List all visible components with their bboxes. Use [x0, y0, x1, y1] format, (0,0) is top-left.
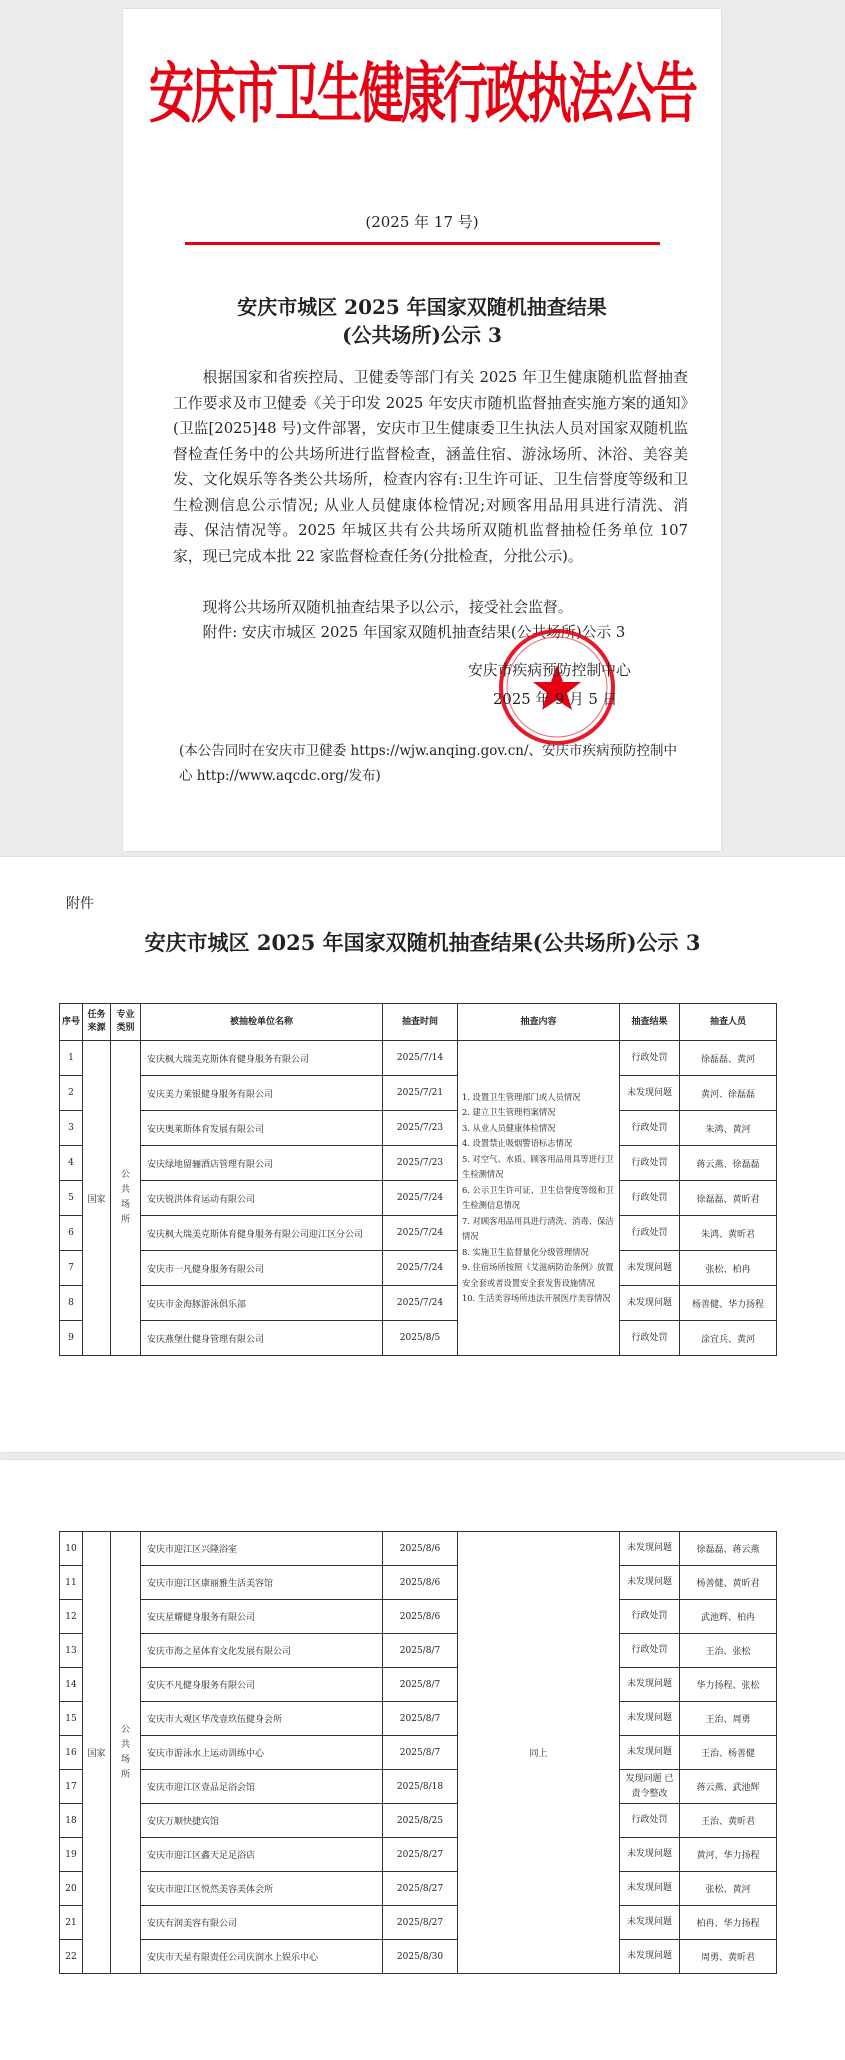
unit-name: 安庆市迎江区兴隆浴室	[141, 1532, 383, 1566]
specialty-category: 公共场所	[111, 1532, 141, 1974]
unit-name: 安庆市迎江区鑫天足足浴店	[141, 1838, 383, 1872]
content-item: 2. 建立卫生管理档案情况	[462, 1107, 556, 1117]
inspectors: 徐磊磊、蒋云燕	[680, 1532, 777, 1566]
inspection-result: 行政处罚	[620, 1146, 680, 1181]
row-no: 5	[60, 1181, 83, 1216]
row-no: 8	[60, 1286, 83, 1321]
table-row	[60, 1872, 777, 1906]
inspection-result: 未发现问题	[620, 1906, 680, 1940]
inspection-result: 未发现问题	[620, 1838, 680, 1872]
table-header-row	[60, 1004, 777, 1041]
unit-name: 安庆不凡健身服务有限公司	[141, 1668, 383, 1702]
table-row	[60, 1634, 777, 1668]
inspection-date: 2025/8/7	[383, 1634, 458, 1668]
attachment-title: 安庆市城区 2025 年国家双随机抽查结果(公共场所)公示 3	[144, 930, 701, 955]
unit-name: 安庆美力莱银健身服务有限公司	[141, 1076, 383, 1111]
results-table-part1	[59, 1003, 777, 1356]
table-row	[60, 1940, 777, 1974]
row-no: 12	[60, 1600, 83, 1634]
unit-name: 安庆市海之星体育文化发展有限公司	[141, 1634, 383, 1668]
inspectors: 黄河、徐磊磊	[680, 1076, 777, 1111]
inspection-result: 行政处罚	[620, 1804, 680, 1838]
inspectors: 王治、周勇	[680, 1702, 777, 1736]
inspectors: 杨善健、华力扬程	[680, 1286, 777, 1321]
inspection-date: 2025/8/6	[383, 1532, 458, 1566]
inspection-result: 未发现问题	[620, 1532, 680, 1566]
unit-name: 安庆市游泳水上运动训练中心	[141, 1736, 383, 1770]
table-row	[60, 1668, 777, 1702]
content-item: 6. 公示卫生许可证、卫生信誉度等级和卫生检测信息情况	[462, 1184, 614, 1210]
content-item: 5. 对空气、水质、顾客用品用具等进行卫生检测情况	[462, 1153, 614, 1179]
inspection-result: 行政处罚	[620, 1111, 680, 1146]
table-row	[60, 1600, 777, 1634]
unit-name: 安庆锐洪体育运动有限公司	[141, 1181, 383, 1216]
inspection-date: 2025/8/27	[383, 1872, 458, 1906]
row-no: 17	[60, 1770, 83, 1804]
publication-note: (本公告同时在安庆市卫健委 https://wjw.anqing.gov.cn/、安庆市疾病预防控制中心 http://www.aqcdc.org/发布)	[179, 743, 678, 784]
row-no: 20	[60, 1872, 83, 1906]
row-no: 21	[60, 1906, 83, 1940]
inspection-result: 未发现问题	[620, 1668, 680, 1702]
unit-name: 安庆市迎江区壹品足浴会馆	[141, 1770, 383, 1804]
content-item: 9. 住宿场所按照《艾滋病防治条例》放置安全套或者设置安全套发售设施情况	[462, 1262, 614, 1288]
content-item: 8. 实施卫生监督量化分级管理情况	[462, 1246, 589, 1257]
notice-date: 2025 年 9 月 5 日	[493, 691, 618, 708]
header-staff: 抽查人员	[680, 1004, 777, 1041]
row-no: 22	[60, 1940, 83, 1974]
row-no: 14	[60, 1668, 83, 1702]
inspectors: 华力扬程、张松	[680, 1668, 777, 1702]
inspection-result: 行政处罚	[620, 1321, 680, 1356]
inspectors: 蒋云燕、徐磊磊	[680, 1146, 777, 1181]
inspection-date: 2025/8/7	[383, 1668, 458, 1702]
unit-name: 安庆枫大瑞美克斯体育健身服务有限公司	[141, 1041, 383, 1076]
inspection-date: 2025/8/30	[383, 1940, 458, 1974]
inspection-content: 同上	[458, 1532, 620, 1974]
inspectors: 朱鸿、黄昕君	[680, 1216, 777, 1251]
inspection-result: 未发现问题	[620, 1076, 680, 1111]
table-row	[60, 1146, 777, 1181]
inspection-result: 未发现问题	[620, 1702, 680, 1736]
content-item: 7. 对顾客用品用具进行清洗、消毒、保洁情况	[462, 1215, 614, 1241]
table-row	[60, 1804, 777, 1838]
unit-name: 安庆市迎江区康丽雅生活美容馆	[141, 1566, 383, 1600]
notice-page	[123, 9, 721, 851]
table-row	[60, 1251, 777, 1286]
inspection-result: 行政处罚	[620, 1181, 680, 1216]
notice-title-line1: 安庆市城区 2025 年国家双随机抽查结果	[237, 295, 607, 319]
unit-name: 安庆绿地留骊酒店管理有限公司	[141, 1146, 383, 1181]
content-item: 1. 设置卫生管理部门或人员情况	[462, 1091, 581, 1102]
inspection-result: 未发现问题	[620, 1872, 680, 1906]
content-item: 3. 从业人员健康体检情况	[462, 1122, 556, 1133]
inspection-date: 2025/8/7	[383, 1736, 458, 1770]
unit-name: 安庆奥莱斯体育发展有限公司	[141, 1111, 383, 1146]
red-divider	[185, 242, 660, 245]
attachment-label: 附件	[66, 895, 94, 911]
table-row	[60, 1566, 777, 1600]
table-row	[60, 1736, 777, 1770]
unit-name: 安庆市金海豚游泳俱乐部	[141, 1286, 383, 1321]
unit-name: 安庆市大观区华茂壹玖伍健身会所	[141, 1702, 383, 1736]
notice-title-line2: (公共场所)公示 3	[342, 323, 502, 347]
header-date: 抽查时间	[383, 1004, 458, 1041]
unit-name: 安庆市天星有限责任公司庆润水上娱乐中心	[141, 1940, 383, 1974]
row-no: 15	[60, 1702, 83, 1736]
inspectors: 朱鸿、黄河	[680, 1111, 777, 1146]
notice-header: 安庆市卫生健康行政执法公告	[148, 54, 695, 132]
header-result: 抽查结果	[620, 1004, 680, 1041]
inspection-date: 2025/8/6	[383, 1566, 458, 1600]
unit-name: 安庆市迎江区悦然美容美体会所	[141, 1872, 383, 1906]
inspection-date: 2025/8/5	[383, 1321, 458, 1356]
header-no: 序号	[60, 1004, 83, 1041]
inspection-result: 行政处罚	[620, 1216, 680, 1251]
inspectors: 徐磊磊、黄河	[680, 1041, 777, 1076]
row-no: 11	[60, 1566, 83, 1600]
table-row	[60, 1532, 777, 1566]
table-row	[60, 1906, 777, 1940]
inspectors: 黄河、华力扬程	[680, 1838, 777, 1872]
inspection-result: 发现问题 已责令整改	[620, 1770, 680, 1804]
inspection-date: 2025/7/23	[383, 1111, 458, 1146]
inspectors: 杨善健、黄昕君	[680, 1566, 777, 1600]
inspection-result: 未发现问题	[620, 1286, 680, 1321]
header-source: 任务来源	[83, 1004, 111, 1041]
inspectors: 武池辉、柏冉	[680, 1600, 777, 1634]
inspection-date: 2025/7/24	[383, 1181, 458, 1216]
task-source: 国家	[83, 1041, 111, 1356]
table-row	[60, 1770, 777, 1804]
inspectors: 蒋云燕、武池辉	[680, 1770, 777, 1804]
unit-name: 安庆有润美容有限公司	[141, 1906, 383, 1940]
row-no: 4	[60, 1146, 83, 1181]
inspection-date: 2025/7/24	[383, 1251, 458, 1286]
header-content: 抽查内容	[458, 1004, 620, 1041]
unit-name: 安庆万顺快捷宾馆	[141, 1804, 383, 1838]
table-row	[60, 1111, 777, 1146]
inspection-result: 未发现问题	[620, 1566, 680, 1600]
inspection-result: 未发现问题	[620, 1251, 680, 1286]
inspection-date: 2025/7/21	[383, 1076, 458, 1111]
attachment-page-2	[0, 1460, 845, 2060]
notice-paragraph: 根据国家和省疾控局、卫健委等部门有关 2025 年卫生健康随机监督抽查工作要求及市卫健委《关于印发 2025 年安庆市随机监督抽查实施方案的通知》(卫监[2025]48 号)文件部署，安庆市卫生健康委卫生执法人员对国家双随机监督检查任务中的公共场所进行监督检查，涵盖住宿、游泳场所、沐浴、美容美发、文化娱乐等各类公共场所，检查内容有:卫生许可证、卫生信誉度等级和卫生检测信息公示情况; 从业人员健康体检情况;对顾客用品用具进行清洗、消毒、保洁情况等。2025 年城区共有公共场所双随机监督抽检任务单位 107 家，现已完成本批 22 家监督检查任务(分批检查，分批公示)。	[173, 369, 688, 565]
inspection-date: 2025/7/24	[383, 1286, 458, 1321]
inspectors: 柏冉、华力扬程	[680, 1906, 777, 1940]
inspection-content	[458, 1041, 620, 1356]
unit-name: 安庆燕堡仕健身管理有限公司	[141, 1321, 383, 1356]
official-seal-icon	[497, 627, 617, 747]
inspection-date: 2025/7/14	[383, 1041, 458, 1076]
inspectors: 张松、黄河	[680, 1872, 777, 1906]
inspection-result: 行政处罚	[620, 1634, 680, 1668]
inspectors: 王治、黄昕君	[680, 1804, 777, 1838]
unit-name: 安庆枫大瑞美克斯体育健身服务有限公司迎江区分公司	[141, 1216, 383, 1251]
table-row	[60, 1321, 777, 1356]
inspection-date: 2025/8/18	[383, 1770, 458, 1804]
results-table-part2	[59, 1531, 777, 1974]
table-row	[60, 1702, 777, 1736]
unit-name: 安庆星耀健身服务有限公司	[141, 1600, 383, 1634]
inspection-date: 2025/8/6	[383, 1600, 458, 1634]
inspectors: 涂宜兵、黄河	[680, 1321, 777, 1356]
row-no: 10	[60, 1532, 83, 1566]
inspectors: 徐磊磊、黄昕君	[680, 1181, 777, 1216]
inspectors: 王治、杨善健	[680, 1736, 777, 1770]
inspection-date: 2025/8/7	[383, 1702, 458, 1736]
row-no: 7	[60, 1251, 83, 1286]
inspection-result: 未发现问题	[620, 1940, 680, 1974]
signer: 安庆市疾病预防控制中心	[468, 662, 631, 679]
notice-paragraph-2: 现将公共场所双随机抽查结果予以公示，接受社会监督。	[202, 599, 573, 616]
content-item: 4. 设置禁止吸烟警语标志情况	[462, 1138, 573, 1148]
inspection-date: 2025/7/23	[383, 1146, 458, 1181]
attachment-reference: 附件: 安庆市城区 2025 年国家双随机抽查结果(公共场所)公示 3	[202, 624, 626, 641]
inspection-result: 行政处罚	[620, 1600, 680, 1634]
row-no: 18	[60, 1804, 83, 1838]
table-row	[60, 1181, 777, 1216]
attachment-page-1	[0, 857, 845, 1452]
table-row	[60, 1286, 777, 1321]
inspectors: 张松、柏冉	[680, 1251, 777, 1286]
inspection-result: 行政处罚	[620, 1041, 680, 1076]
row-no: 3	[60, 1111, 83, 1146]
issue-number: (2025 年 17 号)	[365, 213, 479, 231]
inspection-result: 未发现问题	[620, 1736, 680, 1770]
task-source: 国家	[83, 1532, 111, 1974]
inspectors: 周勇、黄昕君	[680, 1940, 777, 1974]
inspection-date: 2025/8/25	[383, 1804, 458, 1838]
unit-name: 安庆市一凡健身服务有限公司	[141, 1251, 383, 1286]
inspection-date: 2025/8/27	[383, 1906, 458, 1940]
row-no: 2	[60, 1076, 83, 1111]
header-category: 专业类别	[111, 1004, 141, 1041]
content-item: 10. 生活美容场所违法开展医疗美容情况	[462, 1293, 611, 1303]
header-unit-name: 被抽检单位名称	[141, 1004, 383, 1041]
table-row	[60, 1838, 777, 1872]
table-row	[60, 1041, 777, 1076]
specialty-category: 公共场所	[111, 1041, 141, 1356]
row-no: 9	[60, 1321, 83, 1356]
row-no: 6	[60, 1216, 83, 1251]
inspection-date: 2025/8/27	[383, 1838, 458, 1872]
table-row	[60, 1076, 777, 1111]
inspectors: 王治、张松	[680, 1634, 777, 1668]
row-no: 19	[60, 1838, 83, 1872]
row-no: 13	[60, 1634, 83, 1668]
row-no: 1	[60, 1041, 83, 1076]
inspection-date: 2025/7/24	[383, 1216, 458, 1251]
row-no: 16	[60, 1736, 83, 1770]
table-row	[60, 1216, 777, 1251]
